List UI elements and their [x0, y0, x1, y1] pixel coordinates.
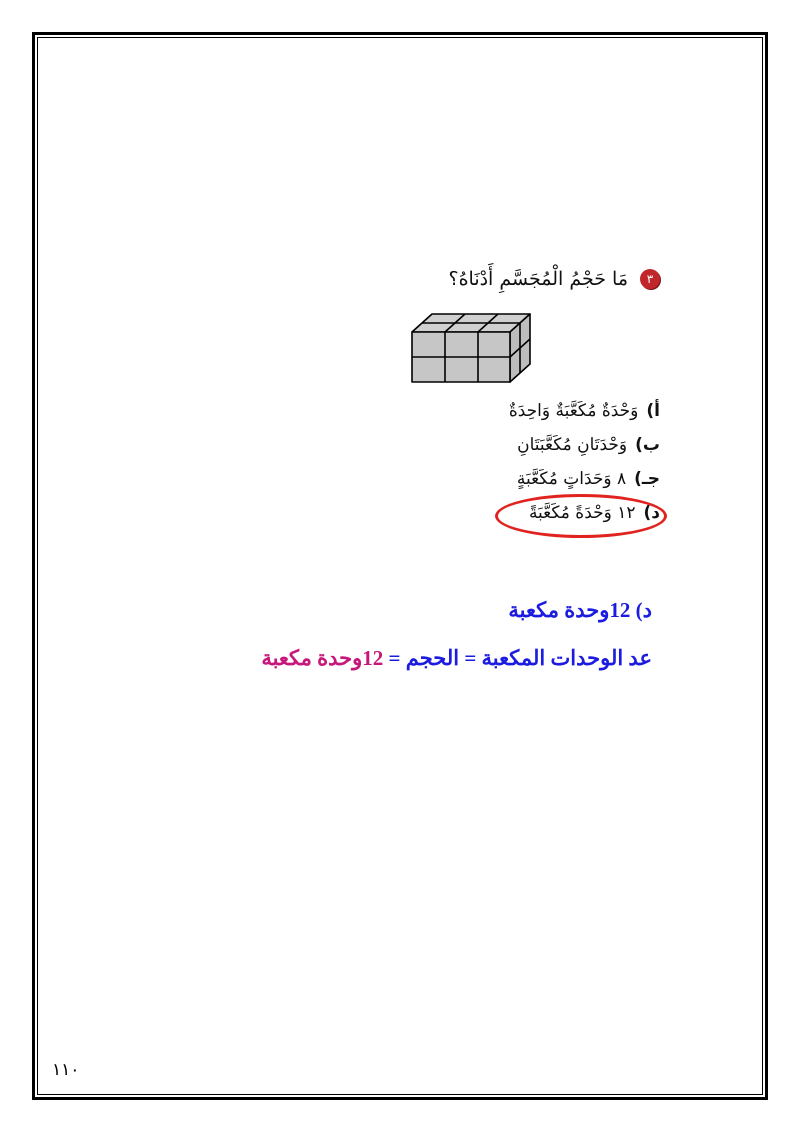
- explanation-line: [261, 646, 652, 671]
- question-text: مَا حَجْمُ الْمُجَسَّمِ أَدْنَاهُ؟: [448, 268, 628, 290]
- answer-statement: د) 12وحدة مكعبة: [508, 598, 652, 622]
- page-border-inner: [37, 37, 763, 1095]
- choice-c-letter: جـ): [634, 469, 660, 489]
- explanation-part-1: عد الوحدات المكعبة = الحجم =: [383, 646, 652, 670]
- choice-b-text: وَحْدَتَانِ مُكَعَّبَتَانِ: [517, 435, 628, 455]
- page-number: ١١٠: [52, 1060, 80, 1080]
- choice-a-letter: أ): [646, 401, 660, 421]
- choice-c: [509, 462, 660, 496]
- choice-b-letter: ب): [635, 435, 660, 455]
- explanation-part-2: 12وحدة مكعبة: [261, 646, 384, 670]
- choice-b: [509, 428, 660, 462]
- choice-c-text: ٨ وَحَدَاتٍ مُكَعَّبَةٍ: [516, 469, 627, 489]
- choice-a: [509, 394, 660, 428]
- rectangular-prism-figure: [406, 310, 536, 386]
- correct-answer-circle: [495, 494, 667, 538]
- choice-d-letter: د): [643, 503, 660, 523]
- question-number-badge: ٣: [640, 269, 660, 289]
- choice-d-text: ١٢ وَحْدَةً مُكَعَّبَةً: [528, 503, 636, 523]
- question-row: [448, 268, 660, 290]
- choice-a-text: وَحْدَةٌ مُكَعَّبَةٌ وَاحِدَةٌ: [508, 401, 639, 421]
